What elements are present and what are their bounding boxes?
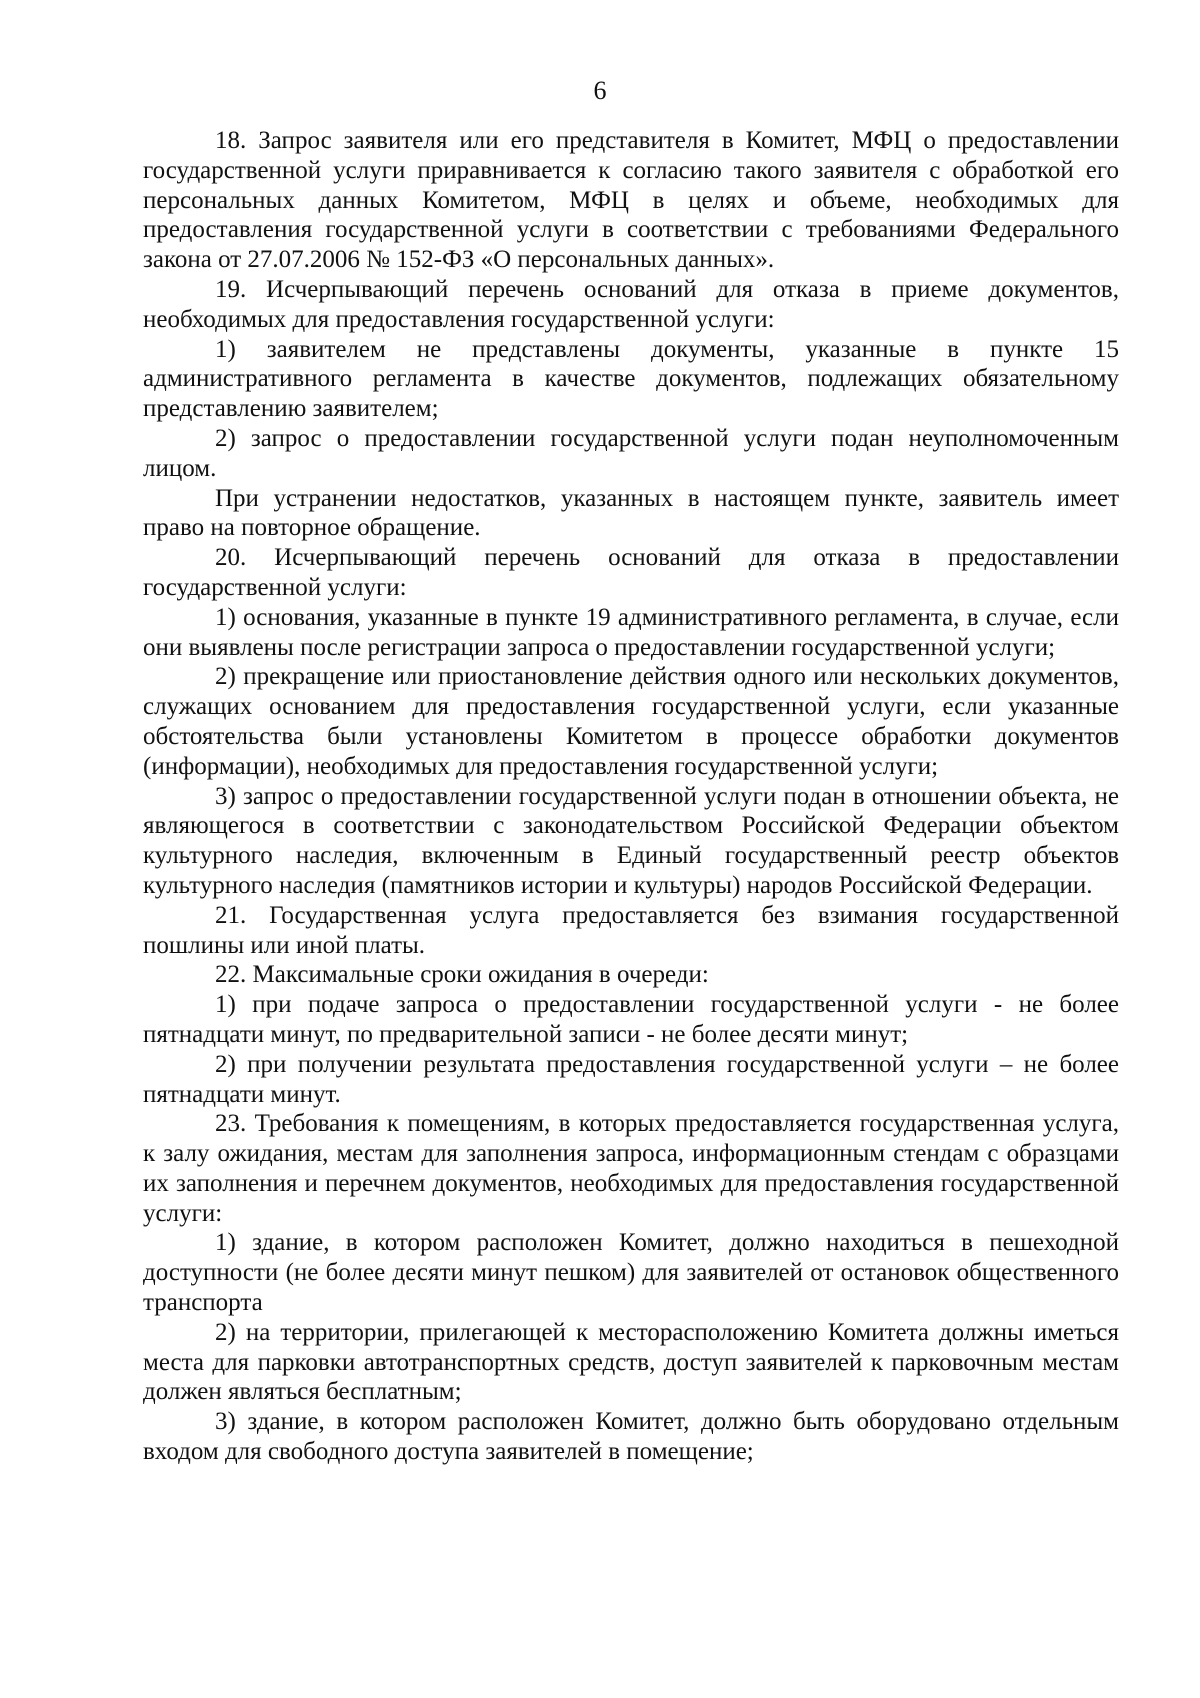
paragraph-22-item-1: 1) при подаче запроса о предоставлении государственной услуги - не более пятнадцати минут, по предварительной записи - не более десяти минут; (143, 991, 1119, 1048)
paragraph-20-item-3: 3) запрос о предоставлении государственной услуги подан в отношении объекта, не являющегося в соответствии с законодательством Российской Федерации объектом культурного наследия, включенным в Единый государственный реестр объектов культурного наследия (памятников истории и культуры) народов Российской Федерации. (143, 782, 1119, 899)
paragraph-20: 20. Исчерпывающий перечень оснований для отказа в предоставлении государственной услуги: (143, 544, 1119, 601)
paragraph-18: 18. Запрос заявителя или его представителя в Комитет, МФЦ о предоставлении государственной услуги приравнивается к согласию такого заявителя с обработкой его персональных данных Комитетом, МФЦ в целях и объеме, необходимых для предоставления государственной услуги в соответствии с требованиями Федерального закона от 27.07.2006 № 152-ФЗ «О персональных данных». (143, 127, 1119, 274)
paragraph-23-item-3: 3) здание, в котором расположен Комитет, должно быть оборудовано отдельным входом для свободного доступа заявителей в помещение; (143, 1408, 1119, 1466)
page-number: 6 (593, 76, 607, 105)
paragraph-19-note: При устранении недостатков, указанных в настоящем пункте, заявитель имеет право на повторное обращение. (143, 484, 1119, 542)
paragraph-23-item-2: 2) на территории, прилегающей к месторасположению Комитета должны иметься места для парковки автотранспортных средств, доступ заявителей к парковочным местам должен являться бесплатным; (143, 1318, 1119, 1406)
paragraph-20-item-2: 2) прекращение или приостановление действия одного или нескольких документов, служащих основанием для предоставления государственной услуги, если указанные обстоятельства были установлены Комитетом в процессе обработки документов (информации), необходимых для предоставления государственной услуги; (143, 663, 1119, 780)
paragraph-23: 23. Требования к помещениям, в которых предоставляется государственная услуга, к залу ожидания, местам для заполнения запроса, информационным стендам с образцами их заполнения и перечнем документов, необходимых для предоставления государственной услуги: (143, 1110, 1119, 1227)
paragraph-23-item-1: 1) здание, в котором расположен Комитет, должно находиться в пешеходной доступности (не более десяти минут пешком) для заявителей от остановок общественного транспорта (143, 1229, 1119, 1317)
document-body (143, 126, 1119, 1467)
paragraph-21: 21. Государственная услуга предоставляется без взимания государственной пошлины или иной платы. (143, 901, 1119, 959)
paragraph-22: 22. Максимальные сроки ожидания в очереди: (215, 961, 709, 989)
paragraph-19: 19. Исчерпывающий перечень оснований для отказа в приеме документов, необходимых для предоставления государственной услуги: (143, 275, 1119, 333)
paragraph-19-item-1: 1) заявителем не представлены документы, указанные в пункте 15 административного регламента в качестве документов, подлежащих обязательному представлению заявителем; (143, 335, 1119, 423)
paragraph-19-item-2: 2) запрос о предоставлении государственной услуги подан неуполномоченным лицом. (143, 424, 1119, 482)
paragraph-20-item-1: 1) основания, указанные в пункте 19 административного регламента, в случае, если они выявлены после регистрации запроса о предоставлении государственной услуги; (143, 603, 1119, 661)
paragraph-22-item-2: 2) при получении результата предоставления государственной услуги – не более пятнадцати минут. (143, 1050, 1119, 1108)
